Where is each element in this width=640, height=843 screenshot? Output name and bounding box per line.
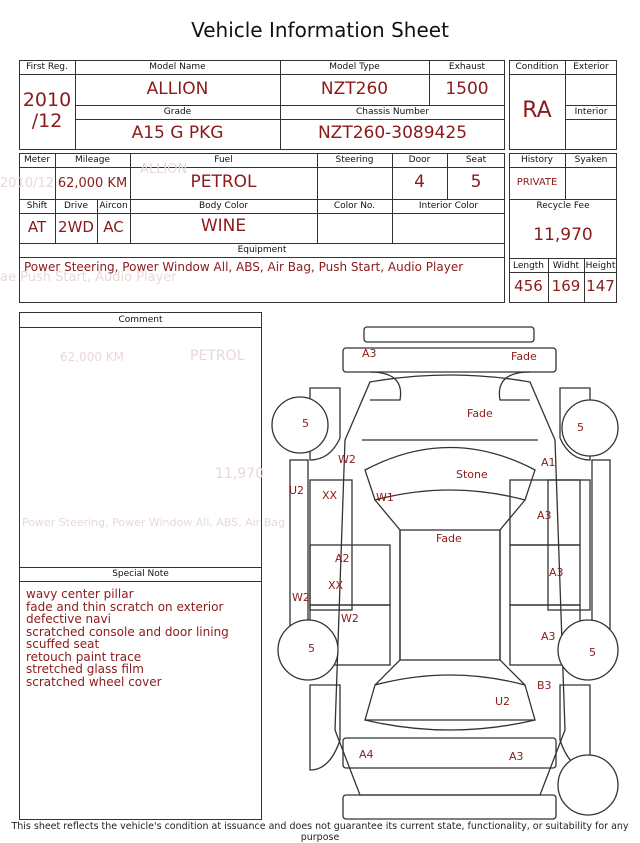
damage-mark: XX xyxy=(328,579,344,592)
equipment-label: Equipment xyxy=(237,245,287,255)
special-note-item: retouch paint trace xyxy=(26,650,142,664)
special-note-item: stretched glass film xyxy=(26,662,144,676)
damage-mark: A1 xyxy=(541,456,556,469)
equipment-value: Power Steering, Power Window All, ABS, Air Bag, Push Start, Audio Player xyxy=(24,260,464,274)
special-note-item: scratched console and door lining xyxy=(26,625,229,639)
model-type-label: Model Type xyxy=(329,62,380,72)
first-reg-month: /12 xyxy=(31,110,63,132)
body-color-value: WINE xyxy=(200,216,247,236)
syaken-label: Syaken xyxy=(574,155,608,165)
shift-label: Shift xyxy=(26,201,48,211)
model-name-value: ALLION xyxy=(146,79,209,99)
damage-mark: 5 xyxy=(308,642,315,655)
page-title: Vehicle Information Sheet xyxy=(191,18,449,42)
length-label: Length xyxy=(512,261,545,271)
history-label: History xyxy=(520,155,554,165)
damage-mark: 5 xyxy=(577,421,584,434)
damage-mark: A3 xyxy=(549,566,564,579)
damage-mark: W2 xyxy=(338,453,356,466)
recycle-fee-value: 11,970 xyxy=(533,225,593,245)
damage-mark: 5 xyxy=(589,646,596,659)
damage-mark: A3 xyxy=(537,509,552,522)
damage-mark: Fade xyxy=(467,407,493,420)
steering-label: Steering xyxy=(335,155,374,165)
comment-label: Comment xyxy=(118,315,163,325)
chassis-label: Chassis Number xyxy=(355,107,430,117)
watermark-ghost: ae Push Start, Audio Player xyxy=(0,270,177,285)
damage-mark: XX xyxy=(322,489,338,502)
exhaust-value: 1500 xyxy=(445,79,489,99)
drive-value: 2WD xyxy=(58,218,94,236)
recycle-fee-label: Recycle Fee xyxy=(536,201,590,211)
first-reg-label: First Reg. xyxy=(26,62,68,72)
special-note-item: wavy center pillar xyxy=(26,587,134,601)
height-label: Height xyxy=(585,261,616,271)
seat-value: 5 xyxy=(470,172,482,192)
model-type-value: NZT260 xyxy=(320,79,389,99)
special-note-item: fade and thin scratch on exterior xyxy=(26,600,224,614)
damage-mark: A3 xyxy=(541,630,556,643)
damage-mark: W2 xyxy=(292,591,310,604)
model-name-label: Model Name xyxy=(149,62,206,72)
height-value: 147 xyxy=(586,277,615,295)
watermark-ghost: ALLION xyxy=(140,162,188,177)
exhaust-label: Exhaust xyxy=(448,62,486,72)
mileage-value: 62,000 KM xyxy=(57,176,128,191)
watermark-ghost: 62,000 KM xyxy=(60,350,125,364)
aircon-label: Aircon xyxy=(99,201,128,211)
damage-mark: A3 xyxy=(362,347,377,360)
damage-mark: W1 xyxy=(376,491,394,504)
special-note-item: scratched wheel cover xyxy=(26,675,162,689)
damage-mark: W2 xyxy=(341,612,359,625)
watermark-ghost: Power Steering, Power Window All, ABS, Air Bag xyxy=(22,516,286,529)
color-no-label: Color No. xyxy=(333,201,376,211)
special-note-label: Special Note xyxy=(112,569,169,579)
condition-value: RA xyxy=(522,98,552,123)
aircon-value: AC xyxy=(103,218,124,236)
width-label: Widht xyxy=(552,261,580,271)
special-note-item: defective navi xyxy=(26,612,111,626)
comment-panel xyxy=(19,312,262,820)
watermark-ghost: PETROL xyxy=(190,348,245,364)
door-value: 4 xyxy=(414,172,425,192)
damage-mark: A3 xyxy=(509,750,524,763)
history-value: PRIVATE xyxy=(516,177,558,188)
damage-mark: 5 xyxy=(302,417,309,430)
door-label: Door xyxy=(408,155,431,165)
damage-mark: U2 xyxy=(289,484,305,497)
length-value: 456 xyxy=(514,277,543,295)
interior-color-label: Interior Color xyxy=(418,201,479,211)
damage-mark: U2 xyxy=(495,695,511,708)
special-note-item: scuffed seat xyxy=(26,637,100,651)
seat-label: Seat xyxy=(465,155,487,165)
damage-mark: Fade xyxy=(511,350,537,363)
damage-mark: B3 xyxy=(537,679,552,692)
condition-label: Condition xyxy=(515,62,559,72)
chassis-value: NZT260-3089425 xyxy=(317,123,468,143)
fuel-value: PETROL xyxy=(190,172,257,192)
fuel-label: Fuel xyxy=(214,155,233,165)
disclaimer-footer: This sheet reflects the vehicle's condition at issuance and does not guarantee its current state, functionality, or suitability for any purpose xyxy=(11,821,629,843)
watermark-ghost: 11,970 xyxy=(215,466,264,482)
watermark-ghost: 2010/12 xyxy=(0,176,55,191)
damage-mark: Fade xyxy=(436,532,462,545)
first-reg-year: 2010 xyxy=(22,89,72,111)
width-value: 169 xyxy=(551,277,581,295)
body-color-label: Body Color xyxy=(198,201,249,211)
car-damage-diagram xyxy=(270,320,630,820)
damage-mark: Stone xyxy=(456,468,488,481)
grade-label: Grade xyxy=(163,107,192,117)
damage-mark: A4 xyxy=(359,748,374,761)
mileage-label: Mileage xyxy=(74,155,111,165)
grade-value: A15 G PKG xyxy=(131,123,224,143)
damage-mark: A2 xyxy=(335,552,350,565)
shift-value: AT xyxy=(27,218,47,236)
drive-label: Drive xyxy=(64,201,88,211)
interior-label: Interior xyxy=(574,107,608,117)
meter-label: Meter xyxy=(23,155,51,165)
exterior-label: Exterior xyxy=(573,62,609,72)
